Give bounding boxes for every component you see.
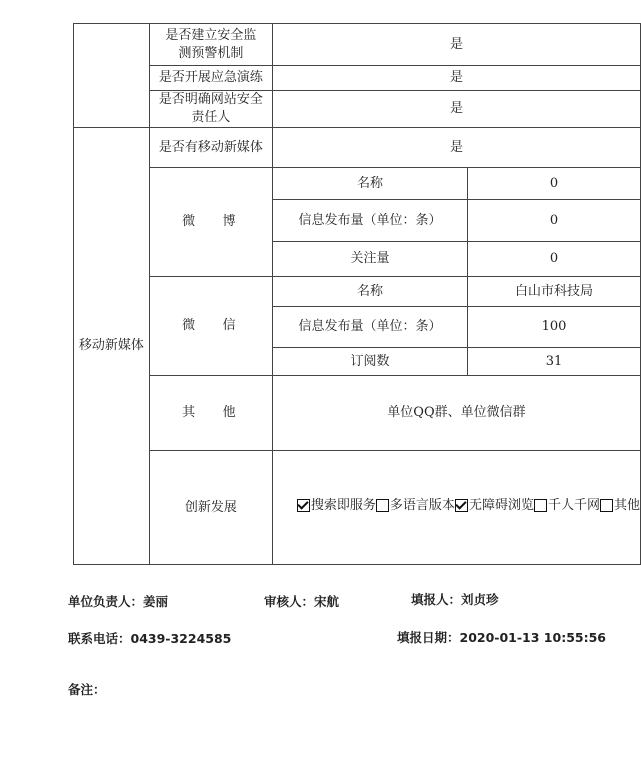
drill-value: 是	[272, 66, 640, 91]
wechat-name-label: 名称	[272, 277, 467, 307]
weibo-name-value: 0	[468, 168, 641, 200]
filler: 填报人：刘贞珍	[411, 592, 499, 607]
innovation-option	[534, 497, 600, 515]
unit-head: 单位负责人：姜丽	[68, 594, 169, 609]
weibo-follow-value: 0	[468, 242, 641, 277]
has-media-label: 是否有移动新媒体	[149, 128, 272, 168]
innovation-option-label: 多语言版本	[389, 497, 455, 513]
innovation-option-label: 千人千网	[547, 497, 600, 513]
wechat-name-value: 白山市科技局	[468, 277, 641, 307]
innovation-option-label: 搜索即服务	[310, 497, 376, 513]
checked-checkbox-icon[interactable]	[455, 499, 468, 512]
reviewer: 审核人：宋航	[264, 594, 340, 609]
weibo-name-label: 名称	[272, 168, 467, 200]
innovation-option	[376, 497, 455, 515]
drill-label: 是否开展应急演练	[149, 66, 272, 91]
warning-value: 是	[272, 24, 640, 66]
weibo-posts-label: 信息发布量（单位：条）	[272, 200, 467, 242]
has-media-value: 是	[272, 128, 640, 168]
wechat-posts-value: 100	[468, 307, 641, 348]
unchecked-checkbox-icon[interactable]	[376, 499, 389, 512]
checked-checkbox-icon[interactable]	[297, 499, 310, 512]
other-value: 单位QQ群、单位微信群	[272, 376, 640, 451]
unchecked-checkbox-icon[interactable]	[600, 499, 613, 512]
innovation-option-label: 其他	[613, 497, 640, 513]
remarks-label: 备注：	[68, 682, 106, 697]
innovation-option	[600, 497, 640, 515]
media-section-label: 移动新媒体	[74, 128, 150, 565]
innovation-option	[297, 497, 376, 515]
warning-label: 是否建立安全监测预警机制	[149, 24, 272, 66]
other-label: 其 他	[149, 376, 272, 451]
responsible-value: 是	[272, 91, 640, 128]
contact-phone: 联系电话：0439-3224585	[68, 631, 232, 646]
innovation-option-label: 无障碍浏览	[468, 497, 534, 513]
fill-date: 填报日期：2020-01-13 10:55:56	[397, 630, 606, 645]
wechat-posts-label: 信息发布量（单位：条）	[272, 307, 467, 348]
weibo-follow-label: 关注量	[272, 242, 467, 277]
wechat-label: 微 信	[149, 277, 272, 376]
unchecked-checkbox-icon[interactable]	[534, 499, 547, 512]
security-section-cell	[74, 24, 150, 128]
report-table	[73, 23, 641, 565]
wechat-subs-label: 订阅数	[272, 348, 467, 376]
wechat-subs-value: 31	[468, 348, 641, 376]
innovation-option	[455, 497, 534, 515]
innovation-section-label: 创新发展	[149, 451, 272, 565]
innovation-options-cell	[272, 451, 640, 565]
weibo-posts-value: 0	[468, 200, 641, 242]
responsible-label: 是否明确网站安全责任人	[149, 91, 272, 128]
innovation-options	[297, 497, 640, 515]
weibo-label: 微 博	[149, 168, 272, 277]
